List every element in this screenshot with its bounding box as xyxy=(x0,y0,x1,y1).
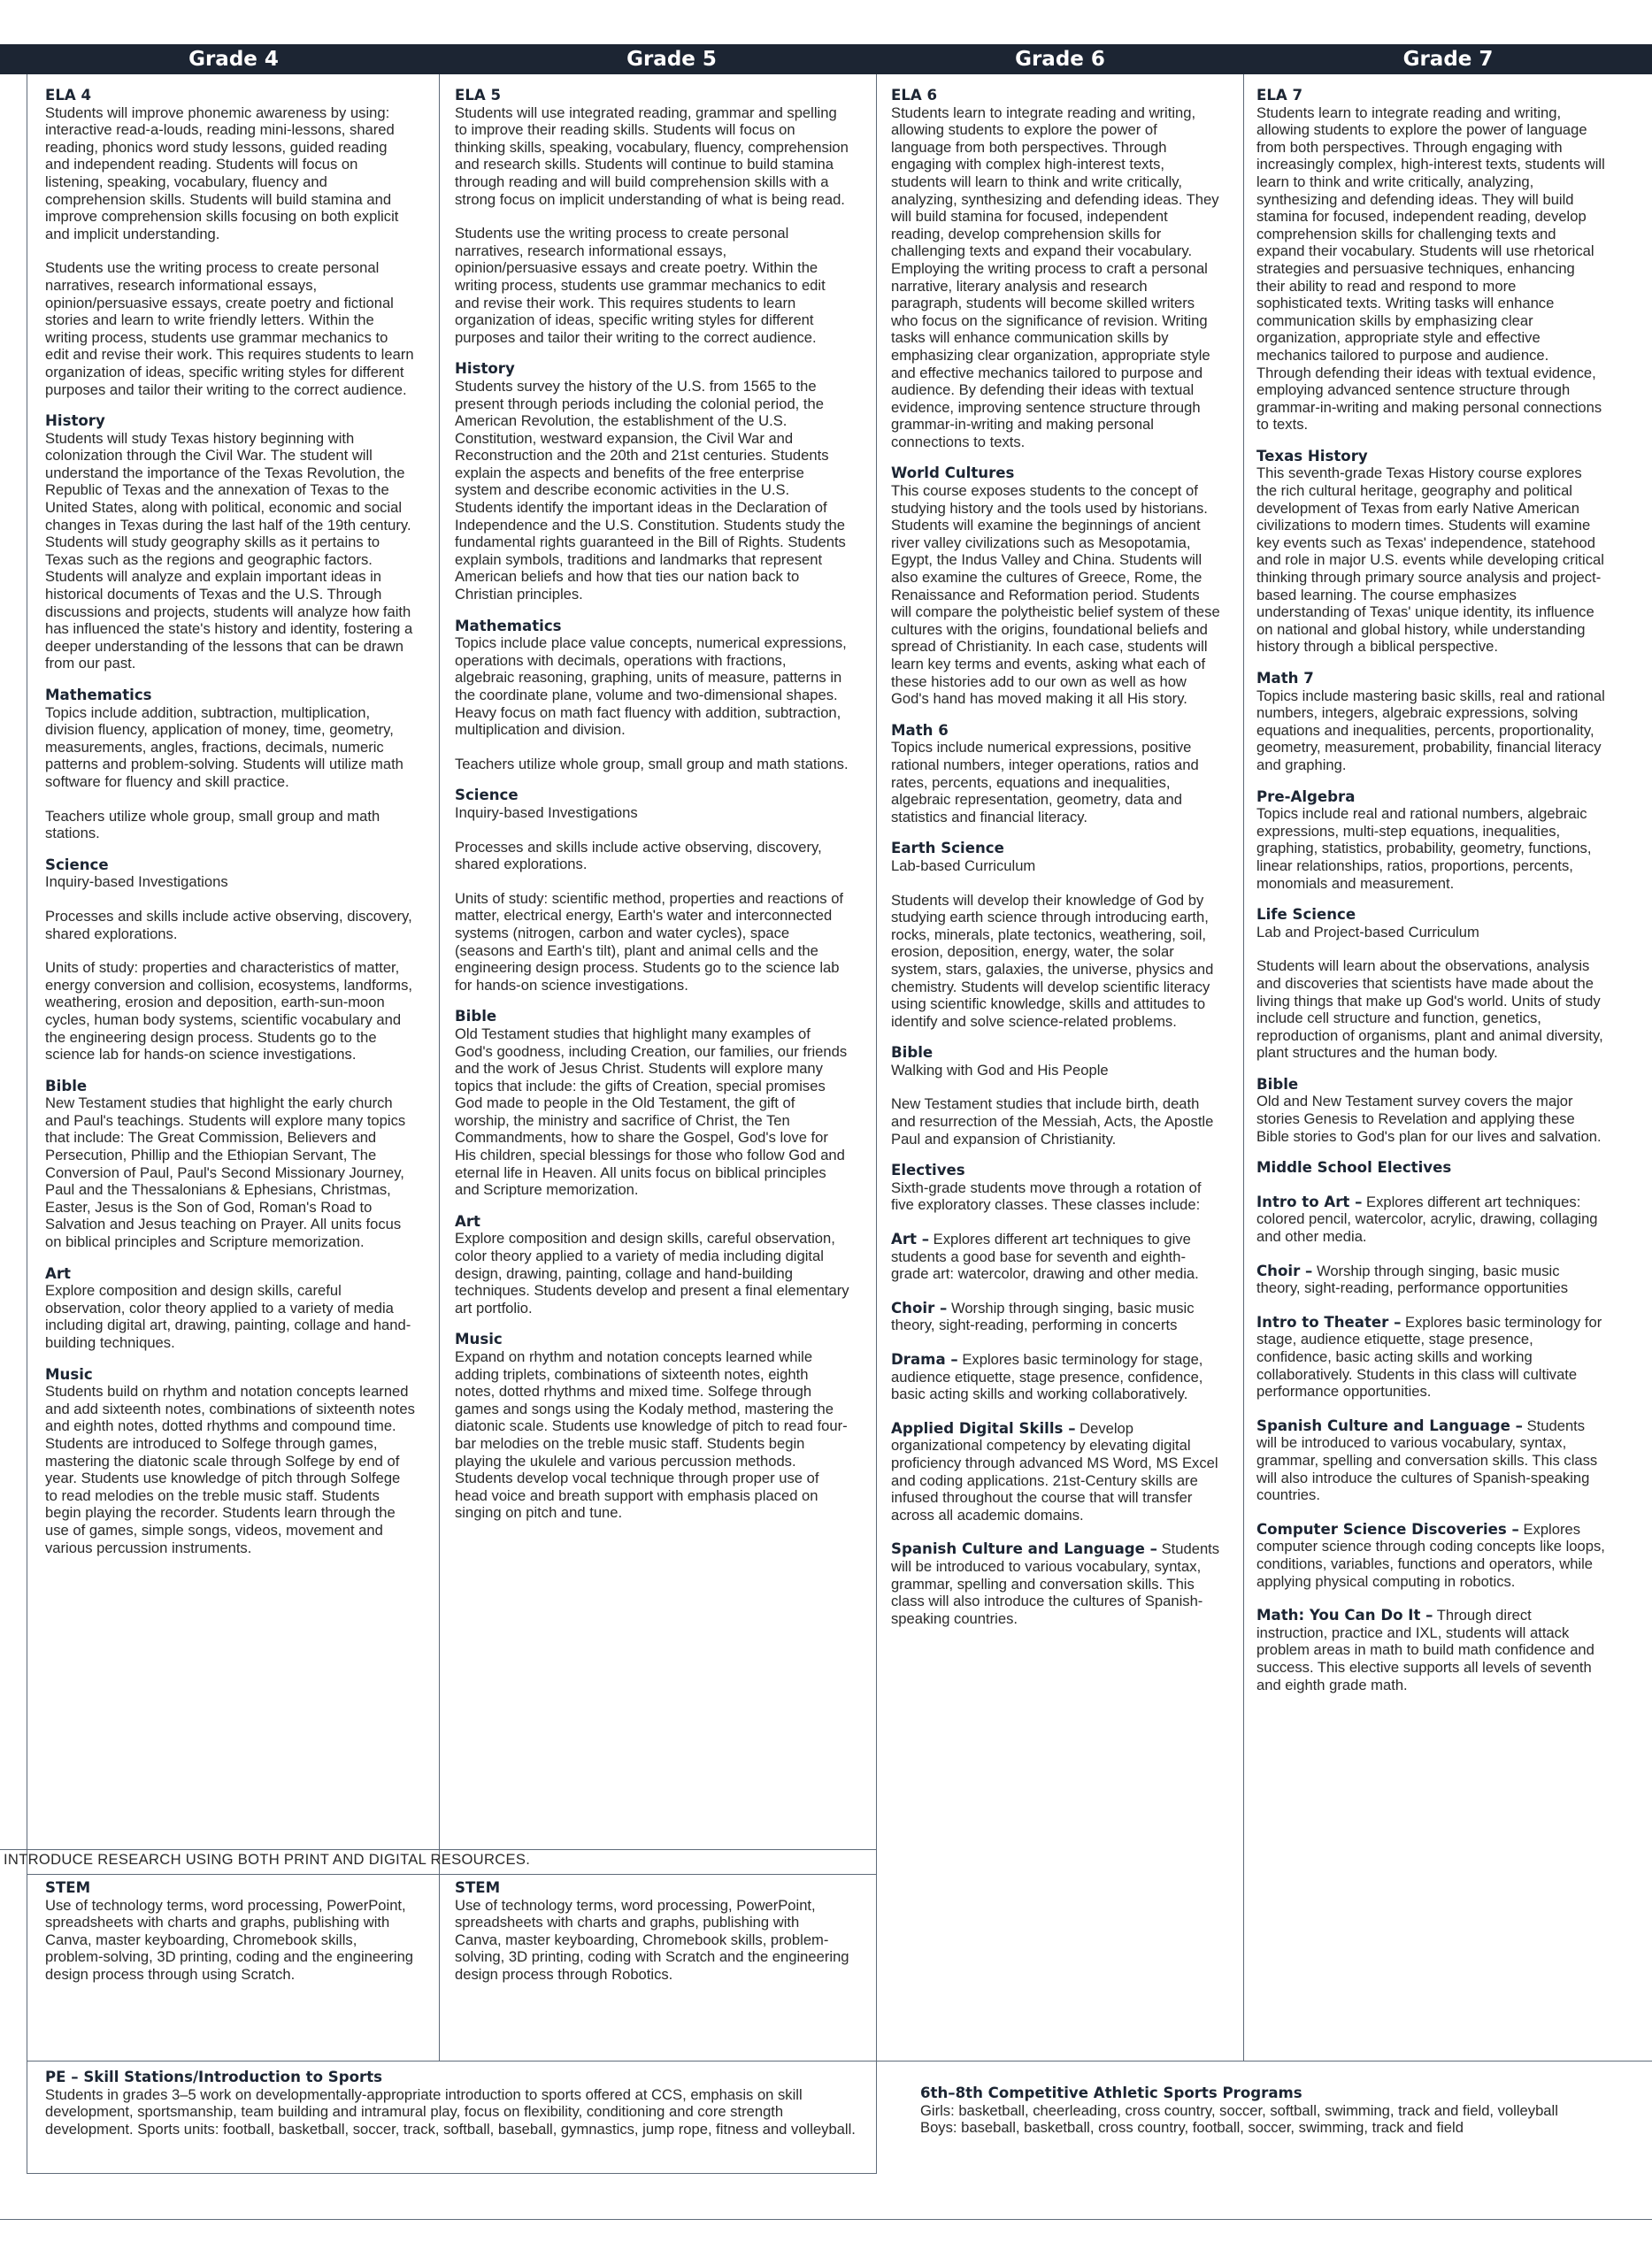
math-4-section xyxy=(45,687,415,842)
ela-7-section xyxy=(1256,87,1605,434)
section-text: Old and New Testament survey covers the major stories Genesis to Revelation and applying these Bible stories to God's plan for our lives and salvation. xyxy=(1256,1093,1602,1145)
section-text: Explore composition and design skills, careful observation, color theory applied to a variety of media including digital design, drawing, painting, collage and hand-building techniques. Students develop and present a final elementary art portfolio. xyxy=(455,1230,849,1317)
section-title: STEM xyxy=(45,1879,91,1896)
section-title: Electives xyxy=(891,1162,965,1179)
elective-text: Worship through singing, basic music theory, sight-reading, performance opportunities xyxy=(1256,1262,1569,1297)
section-text: This course exposes students to the concept of studying history and the tools used by historians. Students will examine the beginnings of ancient river valley civilizations such as Mesopotamia, Egypt, the Indus Valley and China. Students will also examine the cultures of Greece, Rome, the Renaissance and Reformation period. Students will compare the polytheistic belief system of these cultures with the origins, foundational beliefs and spread of Christianity. In each case, students will learn key terms and events, asking what each of these histories add to our own as well as how God's hand has moved making it all His story. xyxy=(891,482,1220,708)
section-title: PE – Skill Stations/Introduction to Sports xyxy=(45,2069,382,2085)
science-4-section xyxy=(45,856,415,1063)
research-banner: INTRODUCE RESEARCH USING BOTH PRINT AND DIGITAL RESOURCES. xyxy=(4,1851,531,1868)
header-grade-6: Grade 6 xyxy=(1015,48,1105,71)
grade-header-bar xyxy=(0,44,1652,74)
math-5-section xyxy=(455,618,849,773)
section-title: ELA 6 xyxy=(891,87,938,104)
section-subtitle: Lab and Project-based Curriculum xyxy=(1256,923,1479,941)
section-title: Art xyxy=(455,1212,480,1230)
athletics-section xyxy=(920,2085,1641,2137)
divider-research-bottom xyxy=(27,1874,876,1875)
divider-g6-g7 xyxy=(1243,74,1244,2061)
elective-text: Students will be introduced to various vocabulary, syntax, grammar, spelling and conversation skills. This class will also introduce the cultures of Spanish-speaking countries. xyxy=(891,1540,1220,1627)
section-subtitle: Lab-based Curriculum xyxy=(891,856,1036,874)
elective-item xyxy=(1256,1607,1605,1693)
section-title: STEM xyxy=(455,1879,501,1896)
divider-pe-bottom xyxy=(27,2173,876,2174)
section-title: ELA 7 xyxy=(1256,87,1303,104)
ela-6-section xyxy=(891,87,1220,450)
music-4-section xyxy=(45,1366,415,1557)
electives-6-section xyxy=(891,1162,1220,1627)
bible-4-section xyxy=(45,1078,415,1251)
divider-research-top xyxy=(0,1849,876,1850)
stem-4-section xyxy=(45,1879,417,1984)
math-7-section xyxy=(1256,670,1605,774)
history-5-section xyxy=(455,360,849,603)
section-text: Processes and skills include active observing, discovery, shared explorations. xyxy=(45,907,412,942)
section-text: Students will use integrated reading, grammar and spelling to improve their reading skills. Students will focus on thinking skills, speaking, vocabulary, fluency, comprehension and research skills. Students will continue to build stamina through reading and will build comprehension skills with a strong focus on implicit understanding of what is being read. xyxy=(455,104,849,208)
section-title: Bible xyxy=(891,1044,934,1062)
section-text: Students will learn about the observations, analysis and discoveries that scientists have made about the living things that make up God's world. Units of study include cell structure and function, genetics, reproduction of organisms, plant and animal diversity, plant structures and the human body. xyxy=(1256,957,1603,1062)
elective-name: Computer Science Discoveries – xyxy=(1256,1520,1519,1538)
stem-5-section xyxy=(455,1879,849,1984)
art-4-section xyxy=(45,1265,415,1352)
section-title: ELA 4 xyxy=(45,87,92,104)
section-title: Music xyxy=(45,1365,93,1383)
section-title: Earth Science xyxy=(891,840,1004,857)
section-text: Topics include addition, subtraction, multiplication, division fluency, application of money, time, geometry, measurements, angles, fractions, decimals, numeric patterns and problem-solving. Students will utilize math software for fluency and skill practice. xyxy=(45,703,403,790)
section-title: Mathematics xyxy=(45,687,152,703)
science-5-section xyxy=(455,787,849,994)
art-5-section xyxy=(455,1213,849,1317)
section-title: Math 7 xyxy=(1256,670,1314,687)
section-text: Students build on rhythm and notation concepts learned and add sixteenth notes, combinations of sixteenth notes and eighth notes, dotted rhythms and compound time. Students are introduced to Solfege through games, mastering the diatonic scale through Solfege by end of year. Students use knowledge of pitch through Solfege to read melodies on the treble music staff. Students begin playing the recorder. Students learn through the use of games, simple songs, videos, movement and various percussion instruments. xyxy=(45,1383,415,1556)
header-grade-4: Grade 4 xyxy=(188,48,279,71)
section-text: Units of study: properties and characteristics of matter, energy conversion and collision, ecosystems, landforms, weathering, erosion and deposition, earth-sun-moon cycles, human body systems, scientific vocabulary and the engineering design process. Students go to the science lab for hands-on science investigations. xyxy=(45,959,413,1063)
section-title: Bible xyxy=(45,1077,88,1094)
section-text: Explore composition and design skills, careful observation, color theory applied to a variety of media including digital art, drawing, painting, collage and hand-building techniques. xyxy=(45,1282,411,1351)
section-text: Topics include real and rational numbers, algebraic expressions, multi-step equations, inequalities, graphing, statistics, probability, geometry, functions, linear relationships, ratios, proportions, percents, monomials and measurement. xyxy=(1256,805,1592,892)
section-title: Science xyxy=(45,856,109,873)
section-text: Students learn to integrate reading and writing, allowing students to explore the power of language from both perspectives. Through engaging with increasingly complex, high-interest texts, students will learn to think and write critically, analyzing, synthesizing and defending ideas. They will build stamina for focused, independent reading, develop comprehension skills for challenging texts and expand their vocabulary. Students will use rhetorical strategies and persuasive techniques, enhancing their ability to read and respond to more sophisticated texts. Writing tasks will enhance communication skills by emphasizing clear organization, appropriate style and effective mechanics tailored to purpose and audience. Through defending their ideas with textual evidence, employing advanced sentence structure through grammar-in-writing and making personal connections to texts. xyxy=(1256,104,1605,434)
section-text: Topics include numerical expressions, positive rational numbers, integer operations, ratios and rates, percents, equations and inequalities, algebraic representation, geometry, data and statistics and financial literacy. xyxy=(891,739,1199,825)
world-cultures-section xyxy=(891,465,1220,707)
section-title: History xyxy=(45,412,105,430)
athletics-girls: Girls: basketball, cheerleading, cross country, soccer, softball, swimming, track and field, volleyball xyxy=(920,2101,1558,2119)
elective-text: Develop organizational competency by elevating digital proficiency through advanced MS Word, MS Excel and coding applications. 21st-Century skills are infused throughout the course that will transfer across all academic domains. xyxy=(891,1419,1218,1524)
elective-item xyxy=(1256,1314,1605,1401)
header-grade-5: Grade 5 xyxy=(626,48,717,71)
elective-item xyxy=(891,1300,1220,1334)
section-title: Science xyxy=(455,787,519,804)
section-text: Teachers utilize whole group, small group and math stations. xyxy=(45,807,380,842)
elective-text: Explores basic terminology for stage, audience etiquette, stage presence, confidence, basic acting skills and working collaboratively. xyxy=(891,1351,1203,1403)
elective-name: Art – xyxy=(891,1231,930,1248)
section-title: Bible xyxy=(455,1008,497,1025)
section-text: Teachers utilize whole group, small group and math stations. xyxy=(455,755,849,772)
grade-6-column xyxy=(891,87,1220,1644)
section-subtitle: Walking with God and His People xyxy=(891,1061,1109,1079)
pre-algebra-section xyxy=(1256,788,1605,893)
section-title: Music xyxy=(455,1331,503,1348)
section-text: Use of technology terms, word processing, PowerPoint, spreadsheets with charts and graphs, publishing with Canva, master keyboarding, Chromebook skills, problem-solving, 3D printing, coding and the engineering design process through using Scratch. xyxy=(45,1896,414,1983)
section-subtitle: Inquiry-based Investigations xyxy=(45,873,228,891)
middle-school-electives-section xyxy=(1256,1159,1605,1693)
history-4-section xyxy=(45,412,415,672)
elective-name: Drama – xyxy=(891,1351,958,1368)
elective-text: Explores computer science through coding concepts like loops, conditions, variables, functions and operators, while applying physical computing in robotics. xyxy=(1256,1520,1605,1590)
elective-item xyxy=(1256,1521,1605,1590)
elective-text: Students will be introduced to various vocabulary, syntax, grammar, spelling and conversation skills. This class will also introduce the cultures of Spanish-speaking countries. xyxy=(1256,1417,1598,1504)
section-title: Life Science xyxy=(1256,906,1356,924)
grade-4-column xyxy=(45,87,415,1570)
pe-section xyxy=(45,2069,859,2138)
life-science-section xyxy=(1256,906,1605,1062)
section-title: History xyxy=(455,360,515,378)
section-text: Students use the writing process to create personal narratives, research informational essays, opinion/persuasive essays, create poetry and fictional stories and learn to write friendly letters. Within the writing process, students use grammar mechanics to edit and revise their work. This requires students to learn organization of ideas, specific writing styles for different purposes and tailor their writing to the correct audience. xyxy=(45,259,414,398)
elective-name: Choir – xyxy=(1256,1262,1313,1279)
section-text: New Testament studies that highlight the early church and Paul's teachings. Students will explore many topics that include: The Great Commission, Believers and Persecution, Phillip and the Ethiopian Servant, The Conversion of Paul, Paul's Second Missionary Journey, Paul and the Thessalonians & Ephesians, Christmas, Easter, Jesus is the Son of God, Roman's Road to Salvation and Jesus teaching on Prayer. All units focus on biblical principles and Scripture memorization. xyxy=(45,1094,406,1251)
section-title: Art xyxy=(45,1264,71,1282)
math-6-section xyxy=(891,722,1220,826)
section-title: Bible xyxy=(1256,1075,1299,1093)
section-title: ELA 5 xyxy=(455,87,502,104)
section-title: Pre-Algebra xyxy=(1256,787,1356,805)
section-text: Sixth-grade students move through a rotation of five exploratory classes. These classes include: xyxy=(891,1179,1202,1214)
section-text: Topics include mastering basic skills, real and rational numbers, integers, algebraic expressions, solving equations and inequalities, percents, proportionality, geometry, measurement, probability, financial literacy and graphing. xyxy=(1256,687,1605,773)
bible-5-section xyxy=(455,1008,849,1199)
section-text: Units of study: scientific method, properties and reactions of matter, electrical energy, Earth's water and interconnected systems (nitrogen, carbon and water cycles), space (seasons and Earth's tilt), plant and animal cells and the engineering design process. Students go to the science lab for hands-on science investigations. xyxy=(455,889,844,994)
section-title: Mathematics xyxy=(455,617,562,634)
elective-text: Through direct instruction, practice and IXL, students will attack problem areas in math to build math confidence and success. This elective supports all levels of seventh and eighth grade math. xyxy=(1256,1607,1594,1693)
section-text: Students survey the history of the U.S. from 1565 to the present through periods including the colonial period, the American Revolution, the establishment of the U.S. Constitution, westward expansion, the Civil War and Reconstruction and the 20th and 21st centuries. Students explain the aspects and benefits of the free enterprise system and describe economic activities in the U.S. Students identify the important ideas in the Declaration of Independence and the U.S. Constitution. Students study the fundamental rights guaranteed in the Bill of Rights. Students explain symbols, traditions and landmarks that represent American beliefs and how that ties our nation back to Christian principles. xyxy=(455,377,846,603)
texas-history-section xyxy=(1256,448,1605,656)
elective-item xyxy=(1256,1417,1605,1504)
elective-item xyxy=(891,1420,1220,1524)
section-title: Texas History xyxy=(1256,447,1368,465)
section-text: New Testament studies that include birth, death and resurrection of the Messiah, Acts, the Apostle Paul and expansion of Christianity. xyxy=(891,1095,1214,1148)
section-text: Students will develop their knowledge of God by studying earth science through introducing earth, rocks, minerals, plate tectonics, weathering, soil, erosion, deposition, energy, water, the solar system, stars, galaxies, the universe, physics and chemistry. Students will develop scientific literacy using scientific knowledge, skills and attitudes to identify and solve science-related problems. xyxy=(891,891,1214,1030)
section-text: Topics include place value concepts, numerical expressions, operations with decimals, operations with fractions, algebraic reasoning, graphing, units of measure, patterns in the coordinate plane, volume and two-dimensional shapes. Heavy focus on math fact fluency with addition, subtraction, multiplication and division. xyxy=(455,634,847,739)
elective-name: Spanish Culture and Language – xyxy=(891,1540,1157,1558)
section-text: Processes and skills include active observing, discovery, shared explorations. xyxy=(455,838,822,873)
section-text: This seventh-grade Texas History course explores the rich cultural heritage, geography and political development of Texas from early Native American civilizations to modern times. Students will examine key events such as Texas' independence, statehood and role in major U.S. events while developing critical thinking through primary source analysis and project-based learning. The course emphasizes understanding of Texas' unique identity, its influence on national and global history, while understanding history through a biblical perspective. xyxy=(1256,465,1604,656)
section-subtitle: Inquiry-based Investigations xyxy=(455,803,638,821)
section-text: Students will improve phonemic awareness by using: interactive read-a-louds, reading mini-lessons, shared reading, phonics word study lessons, guided reading and independent reading. Students will focus on listening, speaking, vocabulary, fluency and comprehension skills. Students will build stamina and improve comprehension skills focusing on both explicit and implicit understanding. xyxy=(45,104,399,242)
elective-item xyxy=(1256,1194,1605,1246)
grade-7-column xyxy=(1256,87,1605,1710)
elective-item xyxy=(1256,1263,1605,1297)
section-title: Middle School Electives xyxy=(1256,1159,1452,1177)
elective-text: Worship through singing, basic music theory, sight-reading, performing in concerts xyxy=(891,1299,1195,1334)
bible-7-section xyxy=(1256,1076,1605,1145)
athletics-boys: Boys: baseball, basketball, cross country, football, soccer, swimming, track and field xyxy=(920,2119,1464,2137)
earth-science-section xyxy=(891,840,1220,1030)
section-text: Students will study Texas history beginning with colonization through the Civil War. The student will understand the importance of the Texas Revolution, the Republic of Texas and the annexation of Texas to the United States, along with political, economic and social changes in Texas during the last half of the 19th century. Students will study geography skills as it pertains to Texas such as the regions and geographic factors. Students will analyze and explain important ideas in historical documents of Texas and the U.S. Through discussions and projects, students will analyze how faith has influenced the state's history and identity, fostering a deeper understanding of the lessons that can be drawn from our past. xyxy=(45,429,413,672)
ela-4-section xyxy=(45,87,415,398)
bible-6-section xyxy=(891,1044,1220,1148)
elective-item xyxy=(891,1540,1220,1627)
elective-item xyxy=(891,1351,1220,1403)
elective-text: Explores different art techniques: colored pencil, watercolor, acrylic, drawing, collaging and other media. xyxy=(1256,1193,1598,1246)
elective-name: Intro to Art – xyxy=(1256,1193,1363,1210)
section-title: World Cultures xyxy=(891,465,1015,482)
elective-text: Explores basic terminology for stage, audience etiquette, stage presence, confidence, basic acting skills and working collaboratively. Students in this class will cultivate performance opportunities. xyxy=(1256,1313,1602,1401)
divider-page-bottom xyxy=(0,2219,1652,2220)
section-text: Students use the writing process to create personal narratives, research informational essays, opinion/persuasive essays and create poetry. Within the writing process, students use grammar mechanics to edit and revise their work. This requires students to learn organization of ideas, specific writing styles for different purposes and tailor their writing to the correct audience. xyxy=(455,225,826,346)
elective-name: Math: You Can Do It – xyxy=(1256,1607,1433,1624)
header-grade-7: Grade 7 xyxy=(1402,48,1494,71)
section-text: Old Testament studies that highlight many examples of God's goodness, including Creation, our families, our friends and the work of Jesus Christ. Students will explore many topics that include: the gifts of Creation, special promises God made to people in the Old Testament, the gift of worship, the ministry and sacrifice of Christ, the Ten Commandments, how to share the Gospel, God's love for His children, special blessings for those who follow God and eternal life in Heaven. All units focus on biblical principles and Scripture memorization. xyxy=(455,1025,848,1199)
section-title: 6th–8th Competitive Athletic Sports Programs xyxy=(920,2085,1302,2101)
section-title: Math 6 xyxy=(891,721,949,739)
music-5-section xyxy=(455,1331,849,1522)
section-text: Use of technology terms, word processing, PowerPoint, spreadsheets with charts and graphs, publishing with Canva, master keyboarding, Chromebook skills, problem-solving, 3D printing, coding with Scratch and the engineering design process through Robotics. xyxy=(455,1896,849,1983)
divider-g5-g6 xyxy=(876,74,877,2174)
section-text: Students learn to integrate reading and writing, allowing students to explore the power of language from both perspectives. Through engaging with complex high-interest texts, students will learn to think and write critically, analyzing, synthesizing and defending ideas. They will build stamina for focused, independent reading, develop comprehension skills for challenging texts and expand their vocabulary. Employing the writing process to craft a personal narrative, literary analysis and research paragraph, students will become skilled writers who focus on the significance of revision. Writing tasks will enhance communication skills by emphasizing clear organization, appropriate style and effective mechanics tailored to purpose and audience. By defending their ideas with textual evidence, improving sentence structure through grammar-in-writing and making personal connections to texts. xyxy=(891,104,1219,450)
divider-g4-g5 xyxy=(439,74,440,2061)
elective-item xyxy=(891,1231,1220,1283)
elective-name: Applied Digital Skills – xyxy=(891,1419,1076,1437)
elective-name: Choir – xyxy=(891,1299,948,1317)
section-text: Students in grades 3–5 work on developmentally-appropriate introduction to sports offered at CCS, emphasis on skill development, sportsmanship, team building and intramural play, focus on flexibility, conditioning and core strength development. Sports units: football, basketball, soccer, track, softball, baseball, gymnastics, jump rope, fitness and volleyball. xyxy=(45,2085,856,2138)
ela-5-section xyxy=(455,87,849,346)
grade-5-column xyxy=(455,87,849,1536)
section-text: Expand on rhythm and notation concepts learned while adding triplets, combinations of sixteenth notes, eighth notes, dotted rhythms and mixed time. Solfege through games and songs using the Kodaly method, mastering the diatonic scale. Students use knowledge of pitch to read four-bar melodies on the treble music staff. Students begin playing the ukulele and various percussion methods. Students develop vocal technique through proper use of head voice and breath support with emphasis placed on singing on pitch and tune. xyxy=(455,1348,848,1522)
elective-name: Intro to Theater – xyxy=(1256,1313,1402,1331)
divider-stem-bottom xyxy=(27,2061,1652,2062)
elective-name: Spanish Culture and Language – xyxy=(1256,1417,1523,1434)
elective-text: Explores different art techniques to give students a good base for seventh and eighth-grade art: watercolor, drawing and other media. xyxy=(891,1231,1199,1283)
